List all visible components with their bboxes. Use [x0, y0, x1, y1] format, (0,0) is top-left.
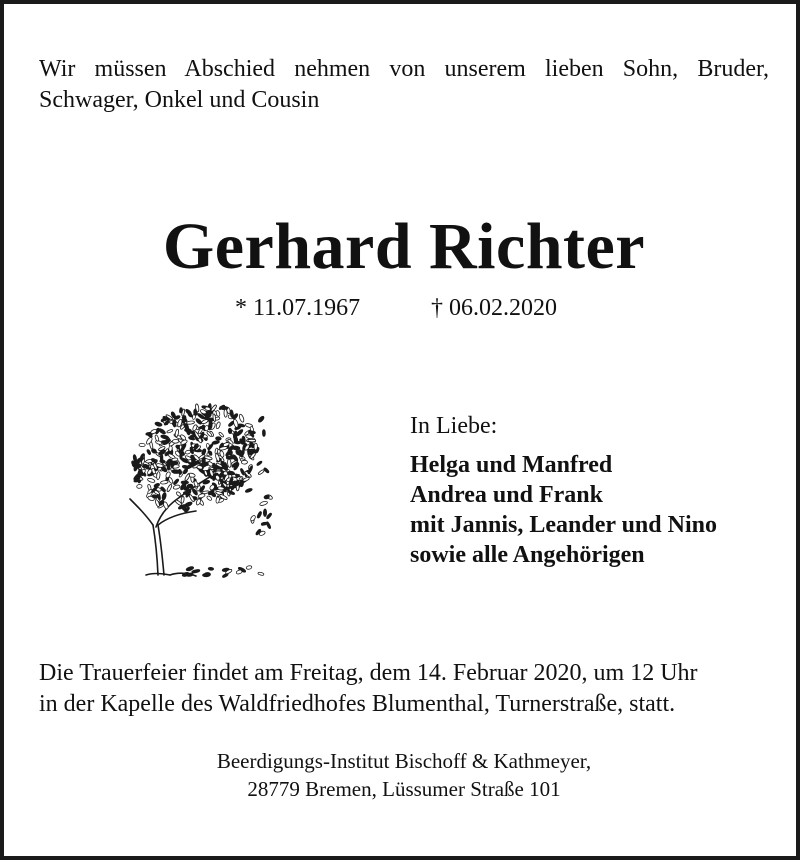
- undertaker-line: Beerdigungs-Institut Bischoff & Kathmeyer,: [216, 749, 592, 773]
- mourner-line: Andrea und Frank: [410, 482, 603, 508]
- deceased-name: Gerhard Richter: [162, 210, 646, 283]
- in-love-heading: In Liebe:: [410, 413, 498, 439]
- wind-blown-tree-icon: [108, 387, 278, 582]
- service-line: Die Trauerfeier findet am Freitag, dem 14. Februar 2020, um 12 Uhr: [39, 660, 698, 686]
- undertaker-info: [4, 747, 800, 803]
- mourner-line: sowie alle Angehörigen: [410, 542, 645, 568]
- intro-line: Schwager, Onkel und Cousin: [39, 87, 320, 113]
- service-line: in der Kapelle des Waldfriedhofes Blumenthal, Turnerstraße, statt.: [39, 691, 676, 717]
- intro-text: [39, 54, 769, 116]
- undertaker-line: 28779 Bremen, Lüssumer Straße 101: [247, 777, 561, 801]
- birth-date: * 11.07.1967: [235, 295, 361, 321]
- intro-line: Wir müssen Abschied nehmen von unserem lieben Sohn, Bruder,: [39, 56, 769, 82]
- mourner-line: Helga und Manfred: [410, 452, 613, 478]
- mourner-line: mit Jannis, Leander und Nino: [410, 512, 717, 538]
- death-date: † 06.02.2020: [431, 295, 557, 321]
- funeral-service-info: [39, 658, 769, 720]
- mourners-list: [410, 450, 790, 570]
